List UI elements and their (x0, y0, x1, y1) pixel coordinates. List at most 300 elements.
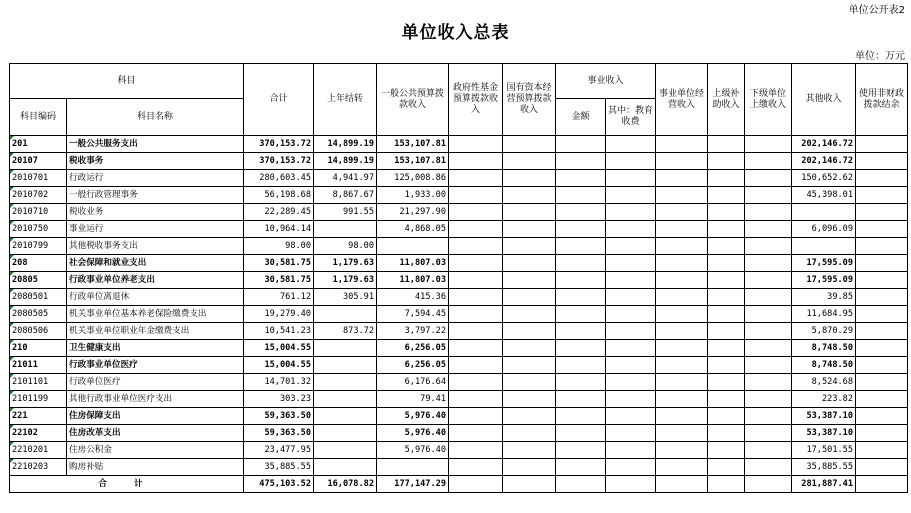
row-state-capital (503, 272, 556, 289)
row-other: 53,387.10 (792, 408, 856, 425)
row-carryover: 991.55 (314, 204, 377, 221)
row-carryover (314, 425, 377, 442)
row-superior-subsidy (708, 459, 745, 476)
row-general-budget: 415.36 (377, 289, 449, 306)
header-general-budget: 一般公共预算拨款收入 (377, 64, 449, 136)
row-general-budget: 79.41 (377, 391, 449, 408)
row-total: 59,363.50 (244, 408, 314, 425)
row-carryover: 1,179.63 (314, 272, 377, 289)
cell-corner-marker (10, 459, 14, 463)
row-business-amount (556, 425, 606, 442)
row-edu-fee (606, 425, 656, 442)
row-edu-fee (606, 289, 656, 306)
row-other: 202,146.72 (792, 153, 856, 170)
row-code-text: 2010799 (12, 240, 49, 251)
row-general-budget: 6,256.05 (377, 340, 449, 357)
cell-corner-marker (10, 272, 14, 276)
row-non-fiscal (856, 255, 908, 272)
row-other: 39.85 (792, 289, 856, 306)
cell-corner-marker (10, 391, 14, 395)
row-business-amount (556, 391, 606, 408)
table-row (10, 340, 908, 357)
row-gov-fund (449, 221, 503, 238)
row-operating (656, 136, 708, 153)
row-non-fiscal (856, 153, 908, 170)
cell-corner-marker (10, 357, 14, 361)
table-row (10, 459, 908, 476)
cell-corner-marker (10, 170, 14, 174)
row-superior-subsidy (708, 323, 745, 340)
row-general-budget: 6,176.64 (377, 374, 449, 391)
row-gov-fund (449, 391, 503, 408)
row-other: 202,146.72 (792, 136, 856, 153)
row-code (10, 374, 67, 391)
header-subordinate: 下级单位上缴收入 (745, 64, 792, 136)
row-edu-fee (606, 204, 656, 221)
row-edu-fee (606, 357, 656, 374)
row-name: 一般公共服务支出 (67, 136, 244, 153)
row-edu-fee (606, 391, 656, 408)
row-total: 56,198.68 (244, 187, 314, 204)
total-row-carryover: 16,078.82 (314, 476, 377, 493)
row-code (10, 289, 67, 306)
row-gov-fund (449, 374, 503, 391)
row-code-text: 201 (12, 138, 28, 149)
row-gov-fund (449, 170, 503, 187)
row-total: 370,153.72 (244, 153, 314, 170)
header-carryover: 上年结转 (314, 64, 377, 136)
row-non-fiscal (856, 306, 908, 323)
header-code: 科目编码 (10, 99, 67, 136)
row-edu-fee (606, 153, 656, 170)
total-row-cell (856, 476, 908, 493)
row-code (10, 136, 67, 153)
row-non-fiscal (856, 238, 908, 255)
row-subordinate (745, 374, 792, 391)
total-row-cell (606, 476, 656, 493)
row-subordinate (745, 391, 792, 408)
total-row-cell (656, 476, 708, 493)
row-business-amount (556, 136, 606, 153)
row-other: 8,748.50 (792, 340, 856, 357)
row-general-budget: 6,256.05 (377, 357, 449, 374)
row-business-amount (556, 459, 606, 476)
row-gov-fund (449, 340, 503, 357)
total-row-cell (556, 476, 606, 493)
row-code (10, 204, 67, 221)
row-state-capital (503, 340, 556, 357)
row-gov-fund (449, 238, 503, 255)
row-business-amount (556, 272, 606, 289)
row-general-budget: 21,297.90 (377, 204, 449, 221)
row-name: 机关事业单位基本养老保险缴费支出 (67, 306, 244, 323)
table-body (10, 136, 908, 476)
total-row-label: 合 计 (10, 476, 244, 493)
row-operating (656, 289, 708, 306)
row-state-capital (503, 459, 556, 476)
row-business-amount (556, 153, 606, 170)
table-row (10, 170, 908, 187)
row-superior-subsidy (708, 425, 745, 442)
row-edu-fee (606, 238, 656, 255)
row-edu-fee (606, 170, 656, 187)
row-total: 280,603.45 (244, 170, 314, 187)
row-non-fiscal (856, 136, 908, 153)
row-carryover: 1,179.63 (314, 255, 377, 272)
row-carryover: 14,899.19 (314, 153, 377, 170)
header-other: 其他收入 (792, 64, 856, 136)
row-code (10, 306, 67, 323)
row-state-capital (503, 136, 556, 153)
row-edu-fee (606, 408, 656, 425)
row-code (10, 408, 67, 425)
row-code-text: 22102 (12, 427, 38, 438)
row-superior-subsidy (708, 187, 745, 204)
cell-corner-marker (10, 442, 14, 446)
row-carryover (314, 442, 377, 459)
row-operating (656, 204, 708, 221)
row-subordinate (745, 357, 792, 374)
row-code-text: 210 (12, 342, 28, 353)
unit-label: 单位：万元 (855, 51, 905, 62)
row-operating (656, 340, 708, 357)
header-amount: 金额 (556, 99, 606, 136)
row-superior-subsidy (708, 204, 745, 221)
row-other: 11,684.95 (792, 306, 856, 323)
row-operating (656, 221, 708, 238)
row-carryover: 873.72 (314, 323, 377, 340)
cell-corner-marker (10, 136, 14, 140)
row-operating (656, 323, 708, 340)
row-superior-subsidy (708, 238, 745, 255)
row-general-budget (377, 459, 449, 476)
row-total: 30,581.75 (244, 272, 314, 289)
row-operating (656, 459, 708, 476)
table-row (10, 255, 908, 272)
row-business-amount (556, 289, 606, 306)
row-other: 5,870.29 (792, 323, 856, 340)
header-subject: 科目 (10, 64, 244, 99)
row-code-text: 208 (12, 257, 28, 268)
row-business-amount (556, 408, 606, 425)
row-gov-fund (449, 442, 503, 459)
row-general-budget: 7,594.45 (377, 306, 449, 323)
row-carryover (314, 306, 377, 323)
row-superior-subsidy (708, 442, 745, 459)
row-state-capital (503, 170, 556, 187)
row-superior-subsidy (708, 391, 745, 408)
header-edu-fee: 其中：教育收费 (606, 99, 656, 136)
row-state-capital (503, 187, 556, 204)
row-subordinate (745, 425, 792, 442)
row-name: 税收事务 (67, 153, 244, 170)
row-non-fiscal (856, 459, 908, 476)
row-state-capital (503, 374, 556, 391)
row-name: 行政单位医疗 (67, 374, 244, 391)
row-superior-subsidy (708, 289, 745, 306)
total-row-cell (449, 476, 503, 493)
row-total: 10,541.23 (244, 323, 314, 340)
row-superior-subsidy (708, 221, 745, 238)
row-general-budget: 4,868.05 (377, 221, 449, 238)
row-general-budget: 5,976.40 (377, 442, 449, 459)
row-general-budget (377, 238, 449, 255)
cell-corner-marker (10, 374, 14, 378)
cell-corner-marker (10, 221, 14, 225)
row-edu-fee (606, 306, 656, 323)
row-other: 8,748.50 (792, 357, 856, 374)
row-carryover: 98.00 (314, 238, 377, 255)
row-state-capital (503, 255, 556, 272)
row-name: 机关事业单位职业年金缴费支出 (67, 323, 244, 340)
row-total: 59,363.50 (244, 425, 314, 442)
row-operating (656, 408, 708, 425)
row-name: 事业运行 (67, 221, 244, 238)
row-subordinate (745, 306, 792, 323)
row-carryover: 305.91 (314, 289, 377, 306)
row-subordinate (745, 340, 792, 357)
row-total: 15,004.55 (244, 357, 314, 374)
cell-corner-marker (10, 340, 14, 344)
cell-corner-marker (10, 306, 14, 310)
row-edu-fee (606, 187, 656, 204)
row-non-fiscal (856, 340, 908, 357)
row-name: 卫生健康支出 (67, 340, 244, 357)
row-non-fiscal (856, 323, 908, 340)
row-superior-subsidy (708, 136, 745, 153)
table-row (10, 323, 908, 340)
row-code-text: 2010710 (12, 206, 49, 217)
row-operating (656, 374, 708, 391)
row-operating (656, 442, 708, 459)
row-non-fiscal (856, 187, 908, 204)
table-row (10, 187, 908, 204)
row-code-text: 21011 (12, 359, 38, 370)
row-gov-fund (449, 408, 503, 425)
row-operating (656, 272, 708, 289)
row-subordinate (745, 136, 792, 153)
row-carryover (314, 374, 377, 391)
row-other: 17,595.09 (792, 255, 856, 272)
row-code-text: 2080505 (12, 308, 49, 319)
row-edu-fee (606, 272, 656, 289)
row-carryover (314, 459, 377, 476)
row-gov-fund (449, 357, 503, 374)
table-row (10, 238, 908, 255)
total-row (10, 476, 908, 493)
cell-corner-marker (10, 153, 14, 157)
row-total: 10,964.14 (244, 221, 314, 238)
row-non-fiscal (856, 425, 908, 442)
row-other: 45,398.01 (792, 187, 856, 204)
row-gov-fund (449, 153, 503, 170)
row-carryover: 4,941.97 (314, 170, 377, 187)
row-code-text: 2010701 (12, 172, 49, 183)
row-total: 23,477.95 (244, 442, 314, 459)
cell-corner-marker (10, 289, 14, 293)
row-other: 8,524.68 (792, 374, 856, 391)
row-total: 30,581.75 (244, 255, 314, 272)
row-operating (656, 425, 708, 442)
row-name: 行政运行 (67, 170, 244, 187)
row-subordinate (745, 459, 792, 476)
row-general-budget: 5,976.40 (377, 425, 449, 442)
row-business-amount (556, 238, 606, 255)
row-general-budget: 11,807.03 (377, 272, 449, 289)
table-row (10, 374, 908, 391)
row-name: 一般行政管理事务 (67, 187, 244, 204)
row-code-text: 2010702 (12, 189, 49, 200)
row-name: 行政事业单位医疗 (67, 357, 244, 374)
row-code-text: 2210201 (12, 444, 49, 455)
header-superior-subsidy: 上级补助收入 (708, 64, 745, 136)
row-general-budget: 11,807.03 (377, 255, 449, 272)
cell-corner-marker (10, 238, 14, 242)
row-state-capital (503, 357, 556, 374)
row-name: 其他行政事业单位医疗支出 (67, 391, 244, 408)
row-general-budget: 125,008.86 (377, 170, 449, 187)
row-superior-subsidy (708, 272, 745, 289)
row-business-amount (556, 255, 606, 272)
row-business-amount (556, 442, 606, 459)
row-general-budget: 3,797.22 (377, 323, 449, 340)
row-total: 98.00 (244, 238, 314, 255)
cell-corner-marker (10, 204, 14, 208)
row-gov-fund (449, 204, 503, 221)
row-code-text: 2210203 (12, 461, 49, 472)
row-total: 303.23 (244, 391, 314, 408)
row-subordinate (745, 272, 792, 289)
row-other: 223.82 (792, 391, 856, 408)
row-gov-fund (449, 289, 503, 306)
row-state-capital (503, 238, 556, 255)
row-state-capital (503, 442, 556, 459)
row-operating (656, 255, 708, 272)
row-superior-subsidy (708, 153, 745, 170)
row-state-capital (503, 425, 556, 442)
row-carryover: 14,899.19 (314, 136, 377, 153)
row-non-fiscal (856, 374, 908, 391)
row-general-budget: 5,976.40 (377, 408, 449, 425)
total-row-general-budget: 177,147.29 (377, 476, 449, 493)
row-operating (656, 238, 708, 255)
row-name: 购房补贴 (67, 459, 244, 476)
row-operating (656, 391, 708, 408)
row-state-capital (503, 408, 556, 425)
cell-corner-marker (10, 255, 14, 259)
row-code (10, 221, 67, 238)
row-subordinate (745, 153, 792, 170)
row-general-budget: 1,933.00 (377, 187, 449, 204)
row-other: 17,595.09 (792, 272, 856, 289)
table-row (10, 357, 908, 374)
row-edu-fee (606, 323, 656, 340)
table-row (10, 289, 908, 306)
row-gov-fund (449, 425, 503, 442)
row-non-fiscal (856, 408, 908, 425)
row-code-text: 2080506 (12, 325, 49, 336)
row-business-amount (556, 374, 606, 391)
row-superior-subsidy (708, 306, 745, 323)
row-state-capital (503, 289, 556, 306)
row-other (792, 204, 856, 221)
table-row (10, 136, 908, 153)
header-business: 事业收入 (556, 64, 656, 99)
row-other: 35,885.55 (792, 459, 856, 476)
row-edu-fee (606, 459, 656, 476)
row-gov-fund (449, 187, 503, 204)
row-subordinate (745, 289, 792, 306)
row-gov-fund (449, 323, 503, 340)
row-code (10, 255, 67, 272)
row-carryover: 8,867.67 (314, 187, 377, 204)
row-operating (656, 306, 708, 323)
row-name: 住房公积金 (67, 442, 244, 459)
row-code (10, 238, 67, 255)
row-edu-fee (606, 374, 656, 391)
row-other: 6,096.09 (792, 221, 856, 238)
row-code (10, 357, 67, 374)
row-non-fiscal (856, 442, 908, 459)
row-business-amount (556, 187, 606, 204)
income-summary-table (9, 63, 908, 493)
row-subordinate (745, 255, 792, 272)
row-name: 行政单位离退休 (67, 289, 244, 306)
header-state-capital: 国有资本经营预算拨款收入 (503, 64, 556, 136)
table-row (10, 391, 908, 408)
cell-corner-marker (10, 187, 14, 191)
row-subordinate (745, 221, 792, 238)
total-row-total: 475,103.52 (244, 476, 314, 493)
header-operating: 事业单位经营收入 (656, 64, 708, 136)
row-code (10, 170, 67, 187)
row-general-budget: 153,107.81 (377, 153, 449, 170)
row-superior-subsidy (708, 255, 745, 272)
total-row-cell (503, 476, 556, 493)
table-row (10, 272, 908, 289)
total-row-other: 281,887.41 (792, 476, 856, 493)
row-subordinate (745, 204, 792, 221)
row-other: 150,652.62 (792, 170, 856, 187)
row-code (10, 323, 67, 340)
row-business-amount (556, 170, 606, 187)
row-total: 19,279.40 (244, 306, 314, 323)
row-business-amount (556, 323, 606, 340)
row-state-capital (503, 323, 556, 340)
row-code (10, 459, 67, 476)
row-other: 17,501.55 (792, 442, 856, 459)
row-edu-fee (606, 221, 656, 238)
table-row (10, 408, 908, 425)
row-non-fiscal (856, 357, 908, 374)
row-operating (656, 357, 708, 374)
row-business-amount (556, 340, 606, 357)
header-non-fiscal: 使用非财政拨款结余 (856, 64, 908, 136)
row-name: 税收业务 (67, 204, 244, 221)
row-total: 14,701.32 (244, 374, 314, 391)
row-code (10, 391, 67, 408)
row-general-budget: 153,107.81 (377, 136, 449, 153)
row-carryover (314, 408, 377, 425)
row-superior-subsidy (708, 357, 745, 374)
page-title: 单位收入总表 (401, 23, 510, 43)
row-subordinate (745, 442, 792, 459)
row-subordinate (745, 170, 792, 187)
row-superior-subsidy (708, 374, 745, 391)
row-code (10, 442, 67, 459)
row-edu-fee (606, 442, 656, 459)
row-superior-subsidy (708, 340, 745, 357)
